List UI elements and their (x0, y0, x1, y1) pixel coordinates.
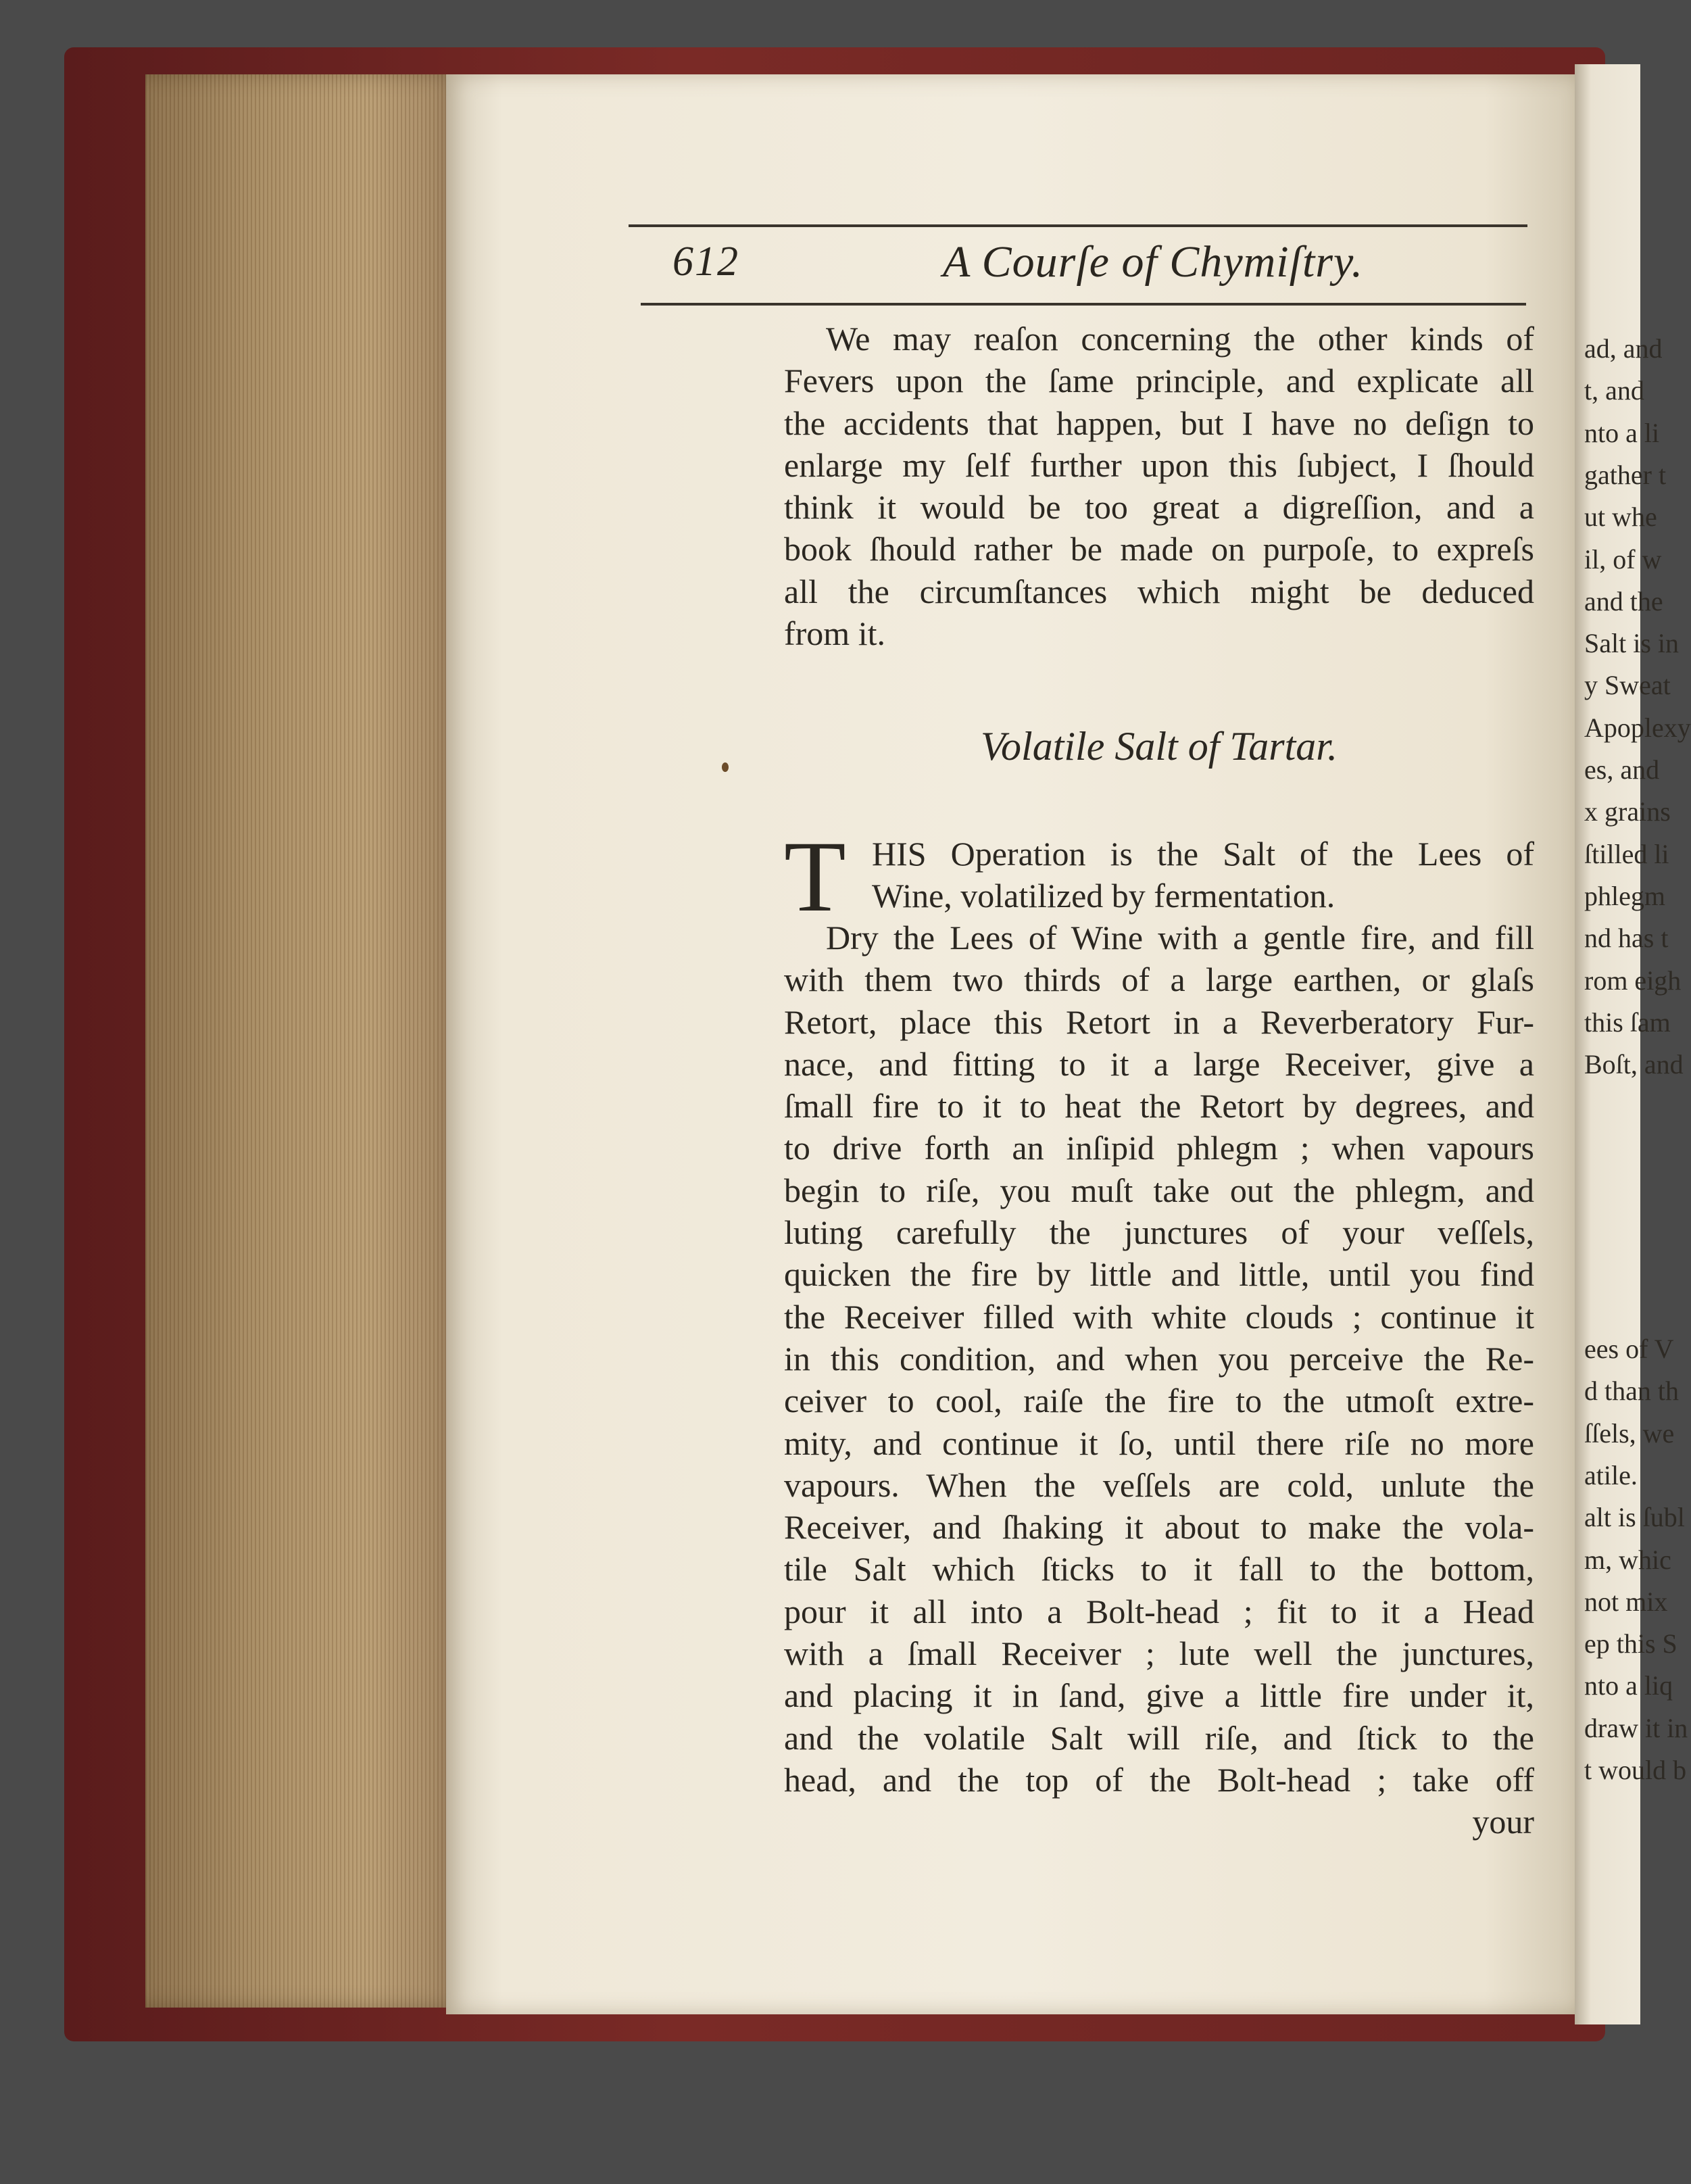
text-line: Fevers upon the ſame principle, and explicate all (784, 362, 1534, 400)
facing-page-line: ees of V (1584, 1334, 1674, 1364)
facing-page-line: ſſels, we (1584, 1417, 1675, 1449)
facing-page-line: Boſt, and (1584, 1049, 1684, 1080)
facing-page-line: nto a liq (1584, 1670, 1673, 1701)
text-line: with them two thirds of a large earthen, or glaſs (784, 961, 1534, 999)
facing-page-line: not mix (1584, 1586, 1668, 1617)
facing-page-line: ad, and (1584, 333, 1663, 364)
text-line: Receiver, and ſhaking it about to make the vola- (784, 1508, 1534, 1547)
facing-page-line: nto a li (1584, 417, 1660, 448)
facing-page-line: ut whe (1584, 502, 1657, 533)
facing-page-line: atile. (1584, 1459, 1638, 1490)
text-line: vapours. When the veſſels are cold, unlute the (784, 1465, 1534, 1504)
page-number: 612 (672, 239, 739, 285)
text-line: Wine, volatilized by fermentation. (872, 877, 1335, 915)
text-line: ſmall fire to it to heat the Retort by degrees, and (784, 1087, 1534, 1125)
header-rule-bottom (641, 303, 1526, 306)
text-line: think it would be too great a digreſſion, and a (784, 488, 1534, 527)
section-heading: Volatile Salt of Tartar. (981, 724, 1338, 769)
facing-page-line: rom eigh (1584, 965, 1682, 996)
facing-page-line: m, whic (1584, 1544, 1671, 1575)
text-line: mity, and continue it ſo, until there riſe no more (784, 1424, 1534, 1462)
text-line: We may reaſon concerning the other kinds of (826, 320, 1534, 358)
text-line: ceiver to cool, raiſe the fire to the utmoſt extre- (784, 1382, 1534, 1420)
facing-page-line: t would b (1584, 1755, 1687, 1785)
text-line: quicken the fire by little and little, until you find (784, 1255, 1534, 1294)
text-line: Retort, place this Retort in a Reverberatory Fur- (784, 1002, 1534, 1041)
ink-speck (722, 762, 729, 772)
text-line: and the volatile Salt will riſe, and ſtick to the (784, 1718, 1534, 1757)
facing-page-line: y Sweat (1584, 670, 1671, 701)
paragraph-operation (784, 833, 1534, 917)
running-title: A Courſe of Chymiſtry. (943, 237, 1364, 287)
facing-page-line: ſtilled li (1584, 838, 1669, 869)
facing-page-line: alt is ſubl (1584, 1502, 1685, 1533)
facing-page-line: d than th (1584, 1376, 1679, 1407)
text-line: pour it all into a Bolt-head ; fit to it a Head (784, 1592, 1534, 1630)
facing-page-line: this ſam (1584, 1006, 1671, 1038)
facing-page-line: gather t (1584, 459, 1667, 490)
text-line: from it. (784, 614, 885, 653)
text-line: enlarge my ſelf further upon this ſubject, I ſhould (784, 445, 1534, 484)
text-line: and placing it in ſand, give a little fire under it, (784, 1676, 1534, 1715)
text-line: Dry the Lees of Wine with a gentle fire, and fill (826, 919, 1534, 956)
text-line: begin to riſe, you muſt take out the phlegm, and (784, 1171, 1534, 1209)
facing-page-line: ep this S (1584, 1628, 1677, 1659)
facing-page-line: Salt is in (1584, 628, 1680, 659)
facing-page-line: nd has t (1584, 923, 1669, 954)
facing-page-line: il, of w (1584, 543, 1662, 575)
catchword: your (1472, 1803, 1534, 1841)
header-rule-top (629, 224, 1527, 227)
text-line: all the circumſtances which might be deduced (784, 572, 1534, 610)
facing-page-line: t, and (1584, 375, 1644, 406)
page-block-edge (145, 74, 463, 2008)
text-line: with a ſmall Receiver ; lute well the junctures, (784, 1634, 1534, 1673)
text-line: book ſhould rather be made on purpoſe, to expreſs (784, 530, 1534, 568)
text-line: the Receiver filled with white clouds ; continue it (784, 1297, 1534, 1336)
facing-page-line: Apoplexy (1584, 712, 1691, 743)
drop-cap: T (784, 821, 846, 933)
text-line: tile Salt which ſticks to it fall to the bottom, (784, 1550, 1534, 1588)
facing-page-line: and the (1584, 585, 1663, 616)
text-line: head, and the top of the Bolt-head ; take off (784, 1760, 1534, 1799)
facing-page-line: draw it in (1584, 1712, 1688, 1743)
paragraph-fevers (784, 318, 1534, 654)
text-line: in this condition, and when you perceive the Re- (784, 1339, 1534, 1378)
text-line: to drive forth an inſipid phlegm ; when vapours (784, 1129, 1534, 1167)
facing-page-line: phlegm (1584, 880, 1665, 911)
facing-page-line: x grains (1584, 796, 1671, 827)
facing-page-line: es, and (1584, 754, 1660, 785)
facing-page-edge (1575, 64, 1691, 2024)
text-line: luting carefully the junctures of your veſſels, (784, 1213, 1534, 1252)
paragraph-method (784, 917, 1534, 1843)
text-line: HIS Operation is the Salt of the Lees of (872, 835, 1534, 873)
text-line: nace, and fitting to it a large Receiver, give a (784, 1044, 1534, 1083)
text-line: the accidents that happen, but I have no deſign to (784, 404, 1534, 442)
